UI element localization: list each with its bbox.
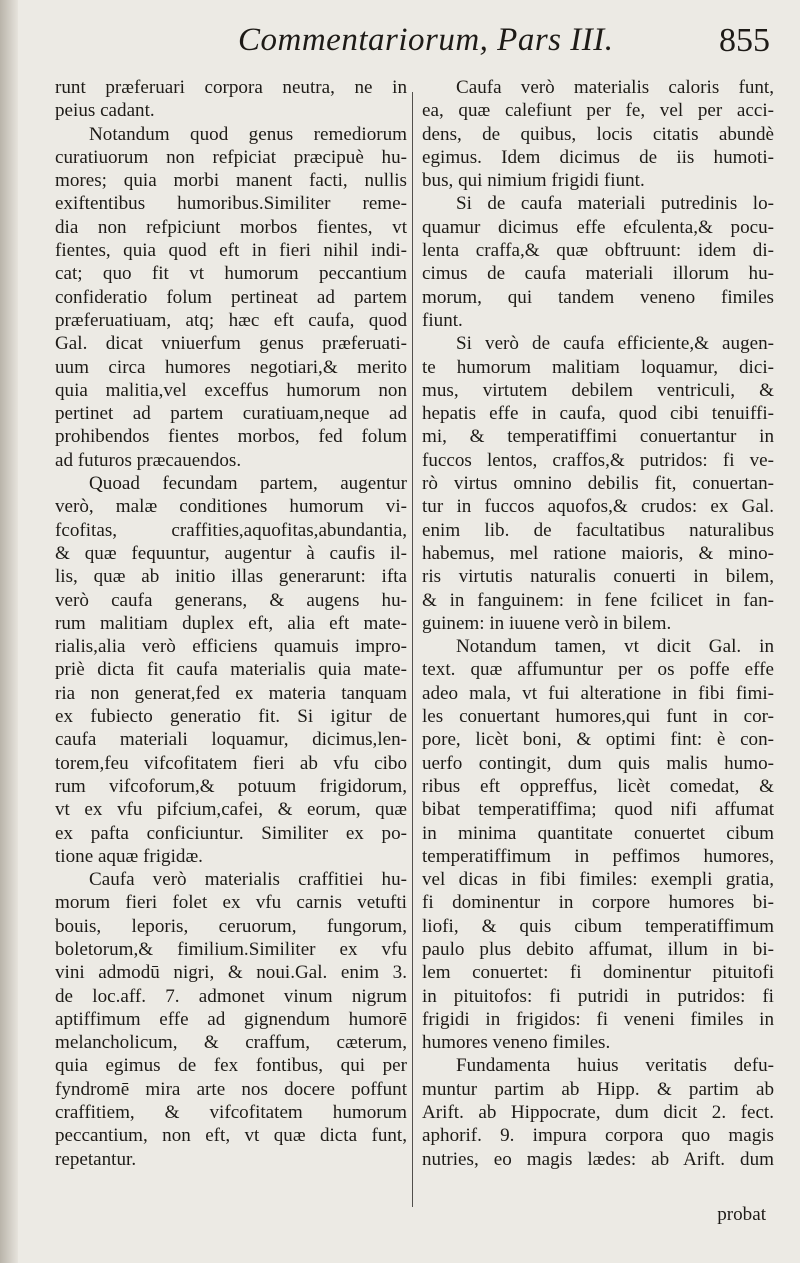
running-head: Commentariorum, Pars III. [238, 22, 614, 58]
text-line: & quæ fequuntur, augentur à caufis il- [55, 542, 407, 564]
text-line: ex fubiecto generatio fit. Si igitur de [55, 706, 407, 728]
text-line: caufa materiali loquamur, dicimus,len- [55, 729, 407, 751]
text-line: aphorif. 9. impura corpora quo magis [422, 1125, 774, 1147]
text-line: Notandum tamen, vt dicit Gal. in [456, 636, 774, 658]
text-line: ria non generat,fed ex materia tanquam [55, 682, 407, 704]
page-number: 855 [719, 22, 770, 59]
text-line: ea, quæ calefiunt per fe, vel per acci- [422, 100, 774, 122]
text-line: Notandum quod genus remediorum [89, 123, 407, 145]
text-line: bus, qui nimium frigidi fiunt. [422, 170, 645, 192]
text-line: temperatiffimum in peffimos humores, [422, 845, 774, 867]
text-line: præferuatiuam, atq; hæc eft caufa, quod [55, 309, 407, 331]
text-line: ris virtutis naturalis conuerti in bilem, [422, 566, 774, 588]
text-line: confideratio folum pertineat ad partem [55, 286, 407, 308]
text-line: bouis, leporis, ceruorum, fungorum, [55, 915, 407, 937]
text-line: nutries, eo magis lædes: ab Arift. dum [422, 1148, 774, 1170]
text-line: Quoad fecundam partem, augentur [89, 473, 407, 495]
text-line: torem,feu vifcofitatem fieri ab vfu cibo [55, 752, 407, 774]
text-line: uum circa humores negotiari,& merito [55, 356, 407, 378]
text-line: craffitiem, & vifcofitatem humorum [55, 1102, 407, 1124]
text-line: mus, virtutem debilem ventriculi, & [422, 379, 774, 401]
text-line: lis, quæ ab initio illas generarunt: ifta [55, 566, 407, 588]
text-line: repetantur. [55, 1148, 137, 1170]
text-line: prohibendos fientes morbos, fed folum [55, 426, 407, 448]
text-line: Arift. ab Hippocrate, dum dicit 2. fect. [422, 1102, 774, 1124]
text-line: priè dicta fit caufa materialis quia mate- [55, 659, 407, 681]
text-line: rum vifcoforum,& potuum frigidorum, [55, 775, 407, 797]
text-line: habemus, mel ratione maioris, & mino- [422, 542, 774, 564]
column-divider [412, 92, 413, 1207]
text-line: lenta craffa,& quæ obftruunt: idem di- [422, 240, 774, 262]
text-line: & in fanguinem: in fene fcilicet in fan- [422, 589, 774, 611]
text-line: verò, malæ conditiones humorum vi- [55, 496, 407, 518]
text-line: bibat temperatiffima; quod nifi affumat [422, 799, 774, 821]
text-line: morum fieri folet ex vfu carnis vetufti [55, 892, 407, 914]
text-line: curatiuorum non refpiciat præcipuè hu- [55, 146, 407, 168]
text-line: cat; quo fit vt humorum peccantium [55, 263, 407, 285]
text-line: Si verò de caufa efficiente,& augen- [456, 333, 774, 355]
catchword: probat [717, 1204, 766, 1225]
text-line: rò virtus omnino debilis fit, conuertan- [422, 473, 774, 495]
text-line: morum, qui tandem veneno fimiles [422, 286, 774, 308]
text-line: Caufa verò materialis craffitiei hu- [89, 869, 407, 891]
text-line: ribus eft oppreffus, licèt comedat, & [422, 775, 774, 797]
text-line: Si de caufa materiali putredinis lo- [456, 193, 774, 215]
text-line: hepatis effe in caufa, quod cibi tenuiffi- [422, 403, 774, 425]
text-line: tur in fuccos aquofos,& crudos: ex Gal. [422, 496, 774, 518]
text-line: lem conuertet: fi dominentur pituitofi [422, 962, 774, 984]
text-line: fientes, quia quod eft in fieri nihil indi- [55, 240, 407, 262]
text-line: mi, & temperatiffimi conuertantur in [422, 426, 774, 448]
text-line: cimus de caufa materiali illorum hu- [422, 263, 774, 285]
text-line: runt præferuari corpora neutra, ne in [55, 77, 407, 98]
left-column [55, 76, 407, 1171]
text-line: aptiffimum effe ad gignendum humorē [55, 1008, 407, 1030]
text-line: fi dominentur in corpore humores bi- [422, 892, 774, 914]
text-line: Fundamenta huius veritatis defu- [456, 1055, 774, 1077]
right-column [422, 76, 774, 1171]
text-line: fuccos lentos, craffos,& putridos: fi ve- [422, 449, 774, 471]
text-line: dia non refpiciunt morbos fientes, vt [55, 216, 407, 238]
text-line: muntur partim ab Hipp. & partim ab [422, 1078, 774, 1100]
text-line: frigidi in frigidos: fi veneni fimiles in [422, 1008, 774, 1030]
text-line: ex pafta conficiuntur. Similiter ex po- [55, 822, 407, 844]
page-header [60, 22, 782, 66]
text-line: mores; quia morbi manent facti, nullis [55, 170, 407, 192]
text-line: fyndromē mira arte nos docere poffunt [55, 1078, 407, 1100]
text-line: vel dicas in fibi fimiles: exempli gratia, [422, 869, 774, 891]
text-line: pertinet ad partem curatiuam,neque ad [55, 403, 407, 425]
text-line: peccantium, non eft, vt quæ dicta funt, [55, 1125, 407, 1147]
text-line: rum malitiam duplex eft, alia eft mate- [55, 612, 407, 634]
text-line: paulo plus debito affumat, illum in bi- [422, 938, 774, 960]
text-line: pore, licèt boni, & optimi fint: è con- [422, 729, 774, 751]
text-line: in pituitofos: fi putridi in putridos: fi [422, 985, 774, 1007]
text-line: Gal. dicat vniuerfum genus præferuati- [55, 333, 407, 355]
text-line: quia malitia,vel exceffus humorum non [55, 379, 407, 401]
text-line: in minima quantitate conuertet cibum [422, 822, 774, 844]
text-line: fiunt. [422, 309, 463, 331]
text-line: te humorum malitiam loquamur, dici- [422, 356, 774, 378]
text-line: Caufa verò materialis caloris funt, [456, 77, 774, 98]
text-line: ad futuros præcauendos. [55, 449, 242, 471]
text-line: tione aquæ frigidæ. [55, 845, 203, 867]
text-line: quamur dicimus effe efculenta,& pocu- [422, 216, 774, 238]
text-line: guinem: in iuuene verò in bilem. [422, 612, 672, 634]
text-line: dens, de quibus, locis citatis abundè [422, 123, 774, 145]
text-line: adeo mala, vt fui alteratione in fibi fimi- [422, 682, 774, 704]
text-line: enim lib. de facultatibus naturalibus [422, 519, 774, 541]
text-line: text. quæ affumuntur per os poffe effe [422, 659, 774, 681]
text-line: peius cadant. [55, 100, 155, 122]
text-line: liofi, & quis cibum temperatiffimum [422, 915, 774, 937]
text-line: vt ex vfu pifcium,cafei, & eorum, quæ [55, 799, 407, 821]
text-line: exiftentibus humoribus.Similiter reme- [55, 193, 407, 215]
text-line: les conuertant humores,qui funt in cor- [422, 706, 774, 728]
text-line: uerfo contingit, dum quis malis humo- [422, 752, 774, 774]
text-line: humores veneno fimiles. [422, 1032, 611, 1054]
text-line: rialis,alia verò efficiens quamuis impro- [55, 636, 407, 658]
text-line: boletorum,& fimilium.Similiter ex vfu [55, 938, 407, 960]
text-line: de loc.aff. 7. admonet vinum nigrum [55, 985, 407, 1007]
text-line: vini admodū nigri, & noui.Gal. enim 3. [55, 962, 407, 984]
text-line: melancholicum, & craffum, cæterum, [55, 1032, 407, 1054]
text-line: fcofitas, craffities,aquofitas,abundantia, [55, 519, 407, 541]
text-line: quia egimus de fex fontibus, qui per [55, 1055, 407, 1077]
text-line: egimus. Idem dicimus de iis humoti- [422, 146, 774, 168]
text-line: verò caufa generans, & augens hu- [55, 589, 407, 611]
